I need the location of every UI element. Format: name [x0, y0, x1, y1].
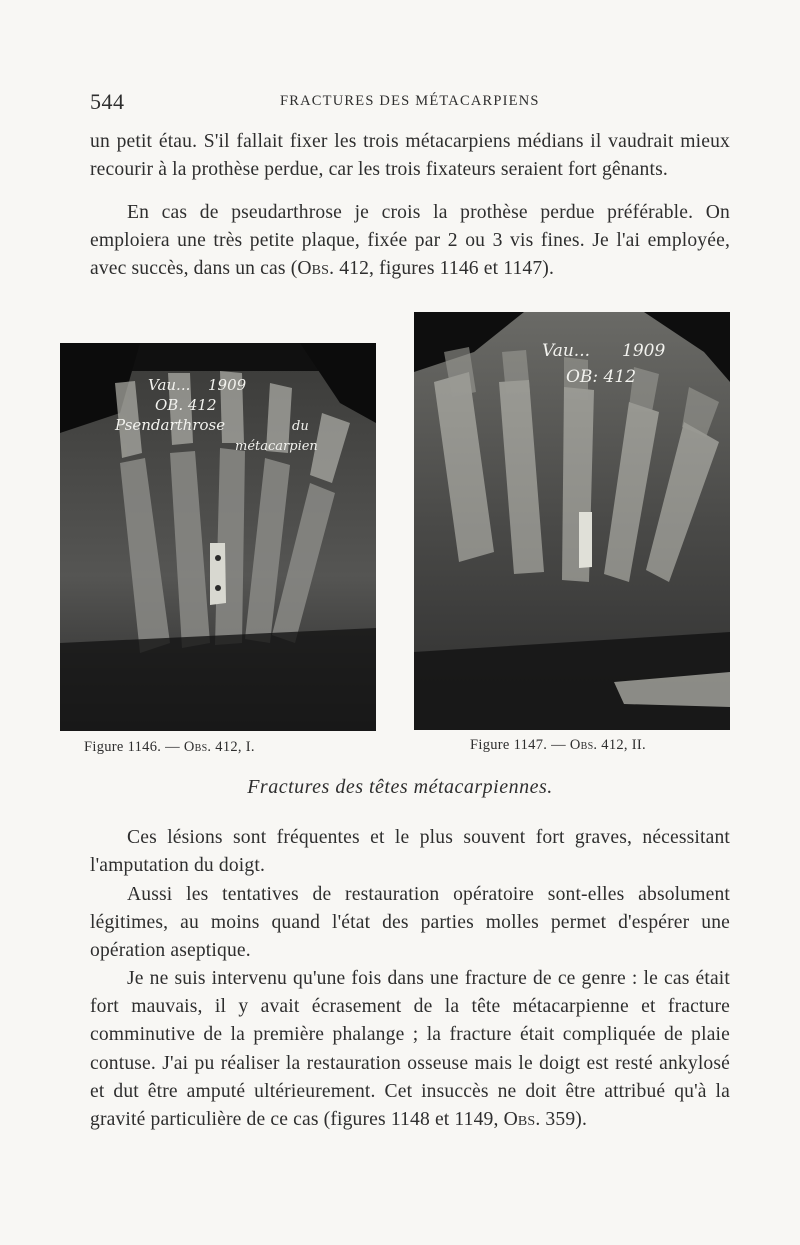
section-title: Fractures des têtes métacarpiennes.: [247, 776, 553, 798]
figure-1146-handwriting-1: Vau...: [148, 376, 191, 394]
paragraph-2-text: En cas de pseudarthrose je crois la prothèse perdue préférable. On emploiera une très petite plaque, fixée par 2 ou 3 vis fines. Je l'ai employée, avec succès, dans un cas (: [90, 202, 730, 280]
running-title: FRACTURES DES MÉTACARPIENS: [280, 93, 540, 109]
figure-1147-handwriting-2: 1909: [622, 341, 666, 361]
paragraph-5-text: Je ne suis intervenu qu'une fois dans une fracture de ce genre : le cas était fort mauvais, il y avait écrasement de la tête métacarpienne et fracture comminutive de la première phalange ; la fracture était compliquée de plaie contuse. J'ai pu réaliser la restauration osseuse mais le doigt est resté ankylosé et dut être amputé ultérieurement. Cet insuccès ne doit être attribué qu'à la gravité particulière de ce cas (figures 1148 et 1149,: [90, 968, 730, 1131]
figure-1146-radiograph: [60, 343, 376, 731]
paragraph-3: Ces lésions sont fréquentes et le plus souvent fort graves, nécessitant l'amputation du doigt.: [90, 827, 730, 877]
figure-1146-handwriting-5: du: [292, 419, 309, 434]
paragraph-1: un petit étau. S'il fallait fixer les trois métacarpiens médians il vaudrait mieux recourir à la prothèse perdue, car les trois fixateurs seraient fort gênants.: [90, 131, 730, 181]
figure-1146-caption: [84, 739, 255, 756]
paragraph-4: Aussi les tentatives de restauration opératoire sont-elles absolument légitimes, au moins quand l'état des parties molles permet d'espérer une opération aseptique.: [90, 884, 730, 962]
figure-1146-caption-obs: Obs.: [183, 739, 212, 755]
paragraph-2-obs: Obs.: [297, 258, 335, 280]
figure-1147-caption-obs: Obs.: [569, 737, 598, 753]
figure-1146-image: [60, 343, 376, 731]
figure-1147-caption-suffix: 412, II.: [597, 737, 646, 753]
figure-1147-caption: [470, 737, 646, 754]
figure-1146-handwriting-4: Psendarthrose: [115, 416, 226, 434]
figure-1146-handwriting-2: 1909: [208, 376, 247, 394]
figure-1147-image: [414, 312, 730, 730]
figure-1147-handwriting-3: OB: 412: [566, 367, 637, 387]
paragraph-2: [90, 199, 730, 284]
paragraph-2-end: 412, figures 1146 et 1147).: [334, 258, 555, 280]
paragraph-5-obs: Obs.: [503, 1109, 541, 1131]
figure-1146-caption-suffix: 412, I.: [211, 739, 255, 755]
figure-1147-radiograph: [414, 312, 730, 730]
paragraph-5-end: 359).: [540, 1109, 587, 1131]
page-number: 544: [90, 89, 125, 114]
figure-1147-handwriting-1: Vau...: [542, 341, 591, 361]
figure-1147-caption-prefix: Figure 1147. —: [470, 737, 570, 753]
paragraph-5: [90, 965, 730, 1134]
figure-1146-caption-prefix: Figure 1146. —: [84, 739, 184, 755]
page-header: [90, 89, 730, 113]
figure-1146-handwriting-3: OB. 412: [155, 396, 217, 414]
figure-1146-handwriting-6: métacarpien: [235, 439, 318, 454]
